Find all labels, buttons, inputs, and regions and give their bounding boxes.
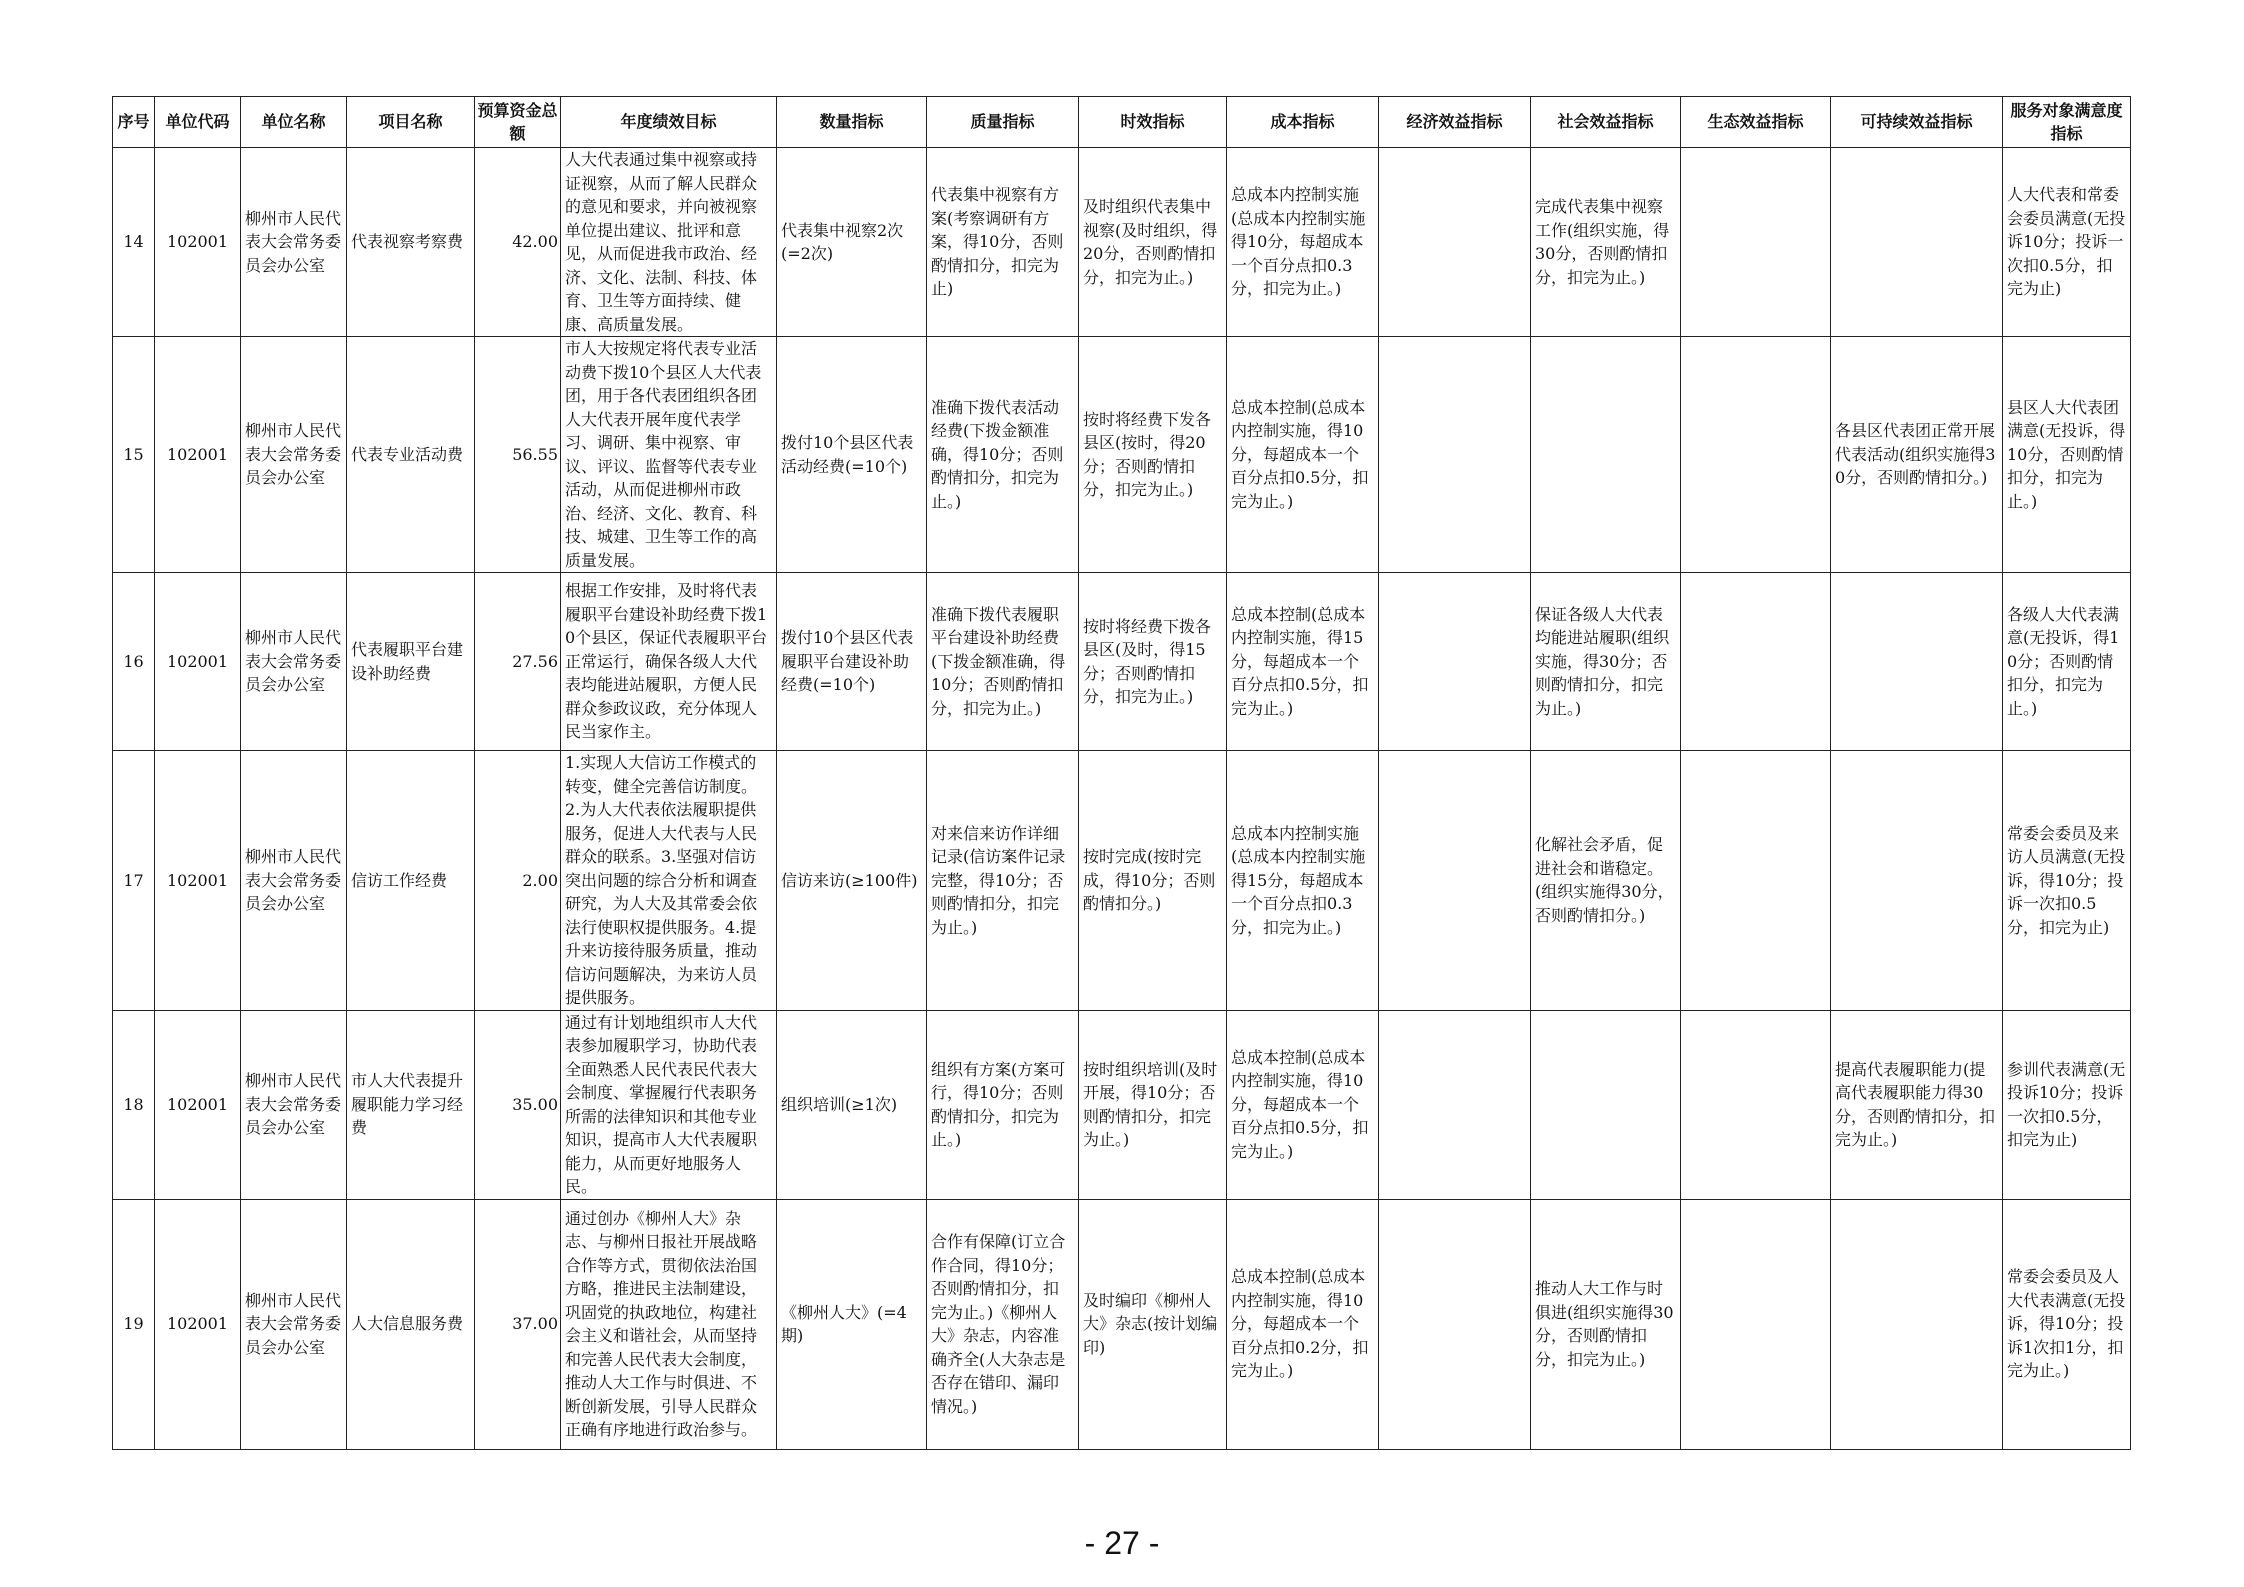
timeliness-indicator: 按时将经费下拨各县区(及时，得15分；否则酌情扣分，扣完为止。) [1079,573,1227,751]
economic-benefit [1379,148,1531,337]
unit-code: 102001 [155,337,241,573]
economic-benefit [1379,1199,1531,1449]
cost-indicator: 总成本控制(总成本内控制实施，得10分，每超成本一个百分点扣0.2分，扣完为止。) [1227,1199,1379,1449]
social-benefit: 化解社会矛盾，促进社会和谐稳定。(组织实施得30分，否则酌情扣分。) [1531,751,1681,1011]
annual-goal: 1.实现人大信访工作模式的转变，健全完善信访制度。2.为人大代表依法履职提供服务，促进人大代表与人民群众的联系。3.坚强对信访突出问题的综合分析和调查研究，为人大及其常委会依法行使职权提供服务。4.提升来访接待服务质量，推动信访问题解决，为来访人员提供服务。 [561,751,777,1011]
unit-name: 柳州市人民代表大会常务委员会办公室 [241,1199,347,1449]
budget-total: 56.55 [475,337,561,573]
economic-benefit [1379,337,1531,573]
header-cell: 单位名称 [241,97,347,148]
social-benefit [1531,1010,1681,1199]
table-header-row [113,97,2131,148]
social-benefit: 保证各级人大代表均能进站履职(组织实施，得30分；否则酌情扣分，扣完为止。) [1531,573,1681,751]
page-number: - 27 - [1084,1525,1160,1561]
quality-indicator: 准确下拨代表履职平台建设补助经费(下拨金额准确，得10分；否则酌情扣分，扣完为止。) [927,573,1079,751]
header-cell: 时效指标 [1079,97,1227,148]
sustainable-benefit [1831,148,2003,337]
quality-indicator: 对来信来访作详细记录(信访案件记录完整，得10分；否则酌情扣分，扣完为止。) [927,751,1079,1011]
project-name: 代表视察考察费 [347,148,475,337]
row-index: 18 [113,1010,155,1199]
table-row [113,337,2131,573]
sustainable-benefit [1831,1199,2003,1449]
unit-code: 102001 [155,1199,241,1449]
sustainable-benefit [1831,573,2003,751]
quality-indicator: 代表集中视察有方案(考察调研有方案，得10分，否则酌情扣分，扣完为止) [927,148,1079,337]
row-index: 19 [113,1199,155,1449]
satisfaction-indicator: 常委会委员及人大代表满意(无投诉，得10分；投诉1次扣1分，扣完为止。) [2003,1199,2131,1449]
timeliness-indicator: 按时完成(按时完成，得10分；否则酌情扣分。) [1079,751,1227,1011]
quality-indicator: 组织有方案(方案可行，得10分；否则酌情扣分，扣完为止。) [927,1010,1079,1199]
economic-benefit [1379,1010,1531,1199]
cost-indicator: 总成本内控制实施(总成本内控制实施得10分，每超成本一个百分点扣0.3分，扣完为止。) [1227,148,1379,337]
quantity-indicator: 组织培训(≥1次) [777,1010,927,1199]
social-benefit [1531,337,1681,573]
quality-indicator: 准确下拨代表活动经费(下拨金额准确，得10分；否则酌情扣分，扣完为止。) [927,337,1079,573]
cost-indicator: 总成本控制(总成本内控制实施，得15分，每超成本一个百分点扣0.5分，扣完为止。) [1227,573,1379,751]
satisfaction-indicator: 常委会委员及来访人员满意(无投诉，得10分；投诉一次扣0.5分，扣完为止) [2003,751,2131,1011]
header-cell: 可持续效益指标 [1831,97,2003,148]
quantity-indicator: 信访来访(≥100件) [777,751,927,1011]
table-row [113,1199,2131,1449]
unit-code: 102001 [155,751,241,1011]
header-cell: 经济效益指标 [1379,97,1531,148]
unit-name: 柳州市人民代表大会常务委员会办公室 [241,573,347,751]
social-benefit: 完成代表集中视察工作(组织实施，得30分，否则酌情扣分，扣完为止。) [1531,148,1681,337]
economic-benefit [1379,751,1531,1011]
quantity-indicator: 拨付10个县区代表履职平台建设补助经费(=10个) [777,573,927,751]
budget-total: 35.00 [475,1010,561,1199]
cost-indicator: 总成本控制(总成本内控制实施，得10分，每超成本一个百分点扣0.5分，扣完为止。) [1227,337,1379,573]
project-name: 人大信息服务费 [347,1199,475,1449]
satisfaction-indicator: 参训代表满意(无投诉10分；投诉一次扣0.5分，扣完为止) [2003,1010,2131,1199]
quantity-indicator: 代表集中视察2次(=2次) [777,148,927,337]
ecological-benefit [1681,751,1831,1011]
unit-name: 柳州市人民代表大会常务委员会办公室 [241,751,347,1011]
budget-total: 2.00 [475,751,561,1011]
header-cell: 数量指标 [777,97,927,148]
annual-goal: 通过有计划地组织市人大代表参加履职学习，协助代表全面熟悉人民代表民代表大会制度、掌握履行代表职务所需的法律知识和其他专业知识，提高市人大代表履职能力，从而更好地服务人民。 [561,1010,777,1199]
unit-code: 102001 [155,1010,241,1199]
unit-name: 柳州市人民代表大会常务委员会办公室 [241,337,347,573]
annual-goal: 市人大按规定将代表专业活动费下拨10个县区人大代表团，用于各代表团组织各团人大代表开展年度代表学习、调研、集中视察、审议、评议、监督等代表专业活动，从而促进柳州市政治、经济、文化、教育、科技、城建、卫生等工作的高质量发展。 [561,337,777,573]
project-name: 信访工作经费 [347,751,475,1011]
sustainable-benefit: 提高代表履职能力(提高代表履职能力得30分，否则酌情扣分，扣完为止。) [1831,1010,2003,1199]
sustainable-benefit [1831,751,2003,1011]
row-index: 14 [113,148,155,337]
table-row [113,751,2131,1011]
header-cell: 年度绩效目标 [561,97,777,148]
row-index: 17 [113,751,155,1011]
timeliness-indicator: 按时组织培训(及时开展，得10分；否则酌情扣分，扣完为止。) [1079,1010,1227,1199]
budget-total: 37.00 [475,1199,561,1449]
budget-total: 27.56 [475,573,561,751]
row-index: 15 [113,337,155,573]
header-cell: 社会效益指标 [1531,97,1681,148]
header-cell: 生态效益指标 [1681,97,1831,148]
header-cell: 项目名称 [347,97,475,148]
ecological-benefit [1681,337,1831,573]
header-cell: 序号 [113,97,155,148]
unit-name: 柳州市人民代表大会常务委员会办公室 [241,1010,347,1199]
ecological-benefit [1681,1010,1831,1199]
ecological-benefit [1681,148,1831,337]
annual-goal: 通过创办《柳州人大》杂志、与柳州日报社开展战略合作等方式，贯彻依法治国方略，推进民主法制建设，巩固党的执政地位，构建社会主义和谐社会，从而坚持和完善人民代表大会制度，推动人大工作与时俱进、不断创新发展，引导人民群众正确有序地进行政治参与。 [561,1199,777,1449]
economic-benefit [1379,573,1531,751]
header-cell: 质量指标 [927,97,1079,148]
ecological-benefit [1681,573,1831,751]
row-index: 16 [113,573,155,751]
timeliness-indicator: 及时编印《柳州人大》杂志(按计划编印) [1079,1199,1227,1449]
annual-goal: 根据工作安排，及时将代表履职平台建设补助经费下拨10个县区，保证代表履职平台正常运行，确保各级人大代表均能进站履职，方便人民群众参政议政，充分体现人民当家作主。 [561,573,777,751]
project-name: 代表专业活动费 [347,337,475,573]
social-benefit: 推动人大工作与时俱进(组织实施得30分，否则酌情扣分，扣完为止。) [1531,1199,1681,1449]
budget-total: 42.00 [475,148,561,337]
header-cell: 预算资金总额 [475,97,561,148]
satisfaction-indicator: 县区人大代表团满意(无投诉，得10分，否则酌情扣分，扣完为止。) [2003,337,2131,573]
cost-indicator: 总成本控制(总成本内控制实施，得10分，每超成本一个百分点扣0.5分，扣完为止。) [1227,1010,1379,1199]
table-row [113,1010,2131,1199]
header-cell: 服务对象满意度指标 [2003,97,2131,148]
table-row [113,573,2131,751]
timeliness-indicator: 按时将经费下发各县区(按时，得20分；否则酌情扣分，扣完为止。) [1079,337,1227,573]
satisfaction-indicator: 人大代表和常委会委员满意(无投诉10分；投诉一次扣0.5分，扣完为止) [2003,148,2131,337]
table-row [113,148,2131,337]
satisfaction-indicator: 各级人大代表满意(无投诉，得10分；否则酌情扣分，扣完为止。) [2003,573,2131,751]
unit-name: 柳州市人民代表大会常务委员会办公室 [241,148,347,337]
ecological-benefit [1681,1199,1831,1449]
unit-code: 102001 [155,573,241,751]
quantity-indicator: 拨付10个县区代表活动经费(=10个) [777,337,927,573]
sustainable-benefit: 各县区代表团正常开展代表活动(组织实施得30分，否则酌情扣分。) [1831,337,2003,573]
quantity-indicator: 《柳州人大》(=4期) [777,1199,927,1449]
quality-indicator: 合作有保障(订立合作合同，得10分；否则酌情扣分，扣完为止。)《柳州人大》杂志，内容准确齐全(人大杂志是否存在错印、漏印情况。) [927,1199,1079,1449]
project-name: 市人大代表提升履职能力学习经费 [347,1010,475,1199]
project-name: 代表履职平台建设补助经费 [347,573,475,751]
timeliness-indicator: 及时组织代表集中视察(及时组织，得20分，否则酌情扣分，扣完为止。) [1079,148,1227,337]
annual-goal: 人大代表通过集中视察或持证视察，从而了解人民群众的意见和要求，并向被视察单位提出建议、批评和意见，从而促进我市政治、经济、文化、法制、科技、体育、卫生等方面持续、健康、高质量发展。 [561,148,777,337]
unit-code: 102001 [155,148,241,337]
header-cell: 成本指标 [1227,97,1379,148]
performance-target-table [112,96,2131,1450]
header-cell: 单位代码 [155,97,241,148]
cost-indicator: 总成本内控制实施(总成本内控制实施得15分，每超成本一个百分点扣0.3分，扣完为止。) [1227,751,1379,1011]
